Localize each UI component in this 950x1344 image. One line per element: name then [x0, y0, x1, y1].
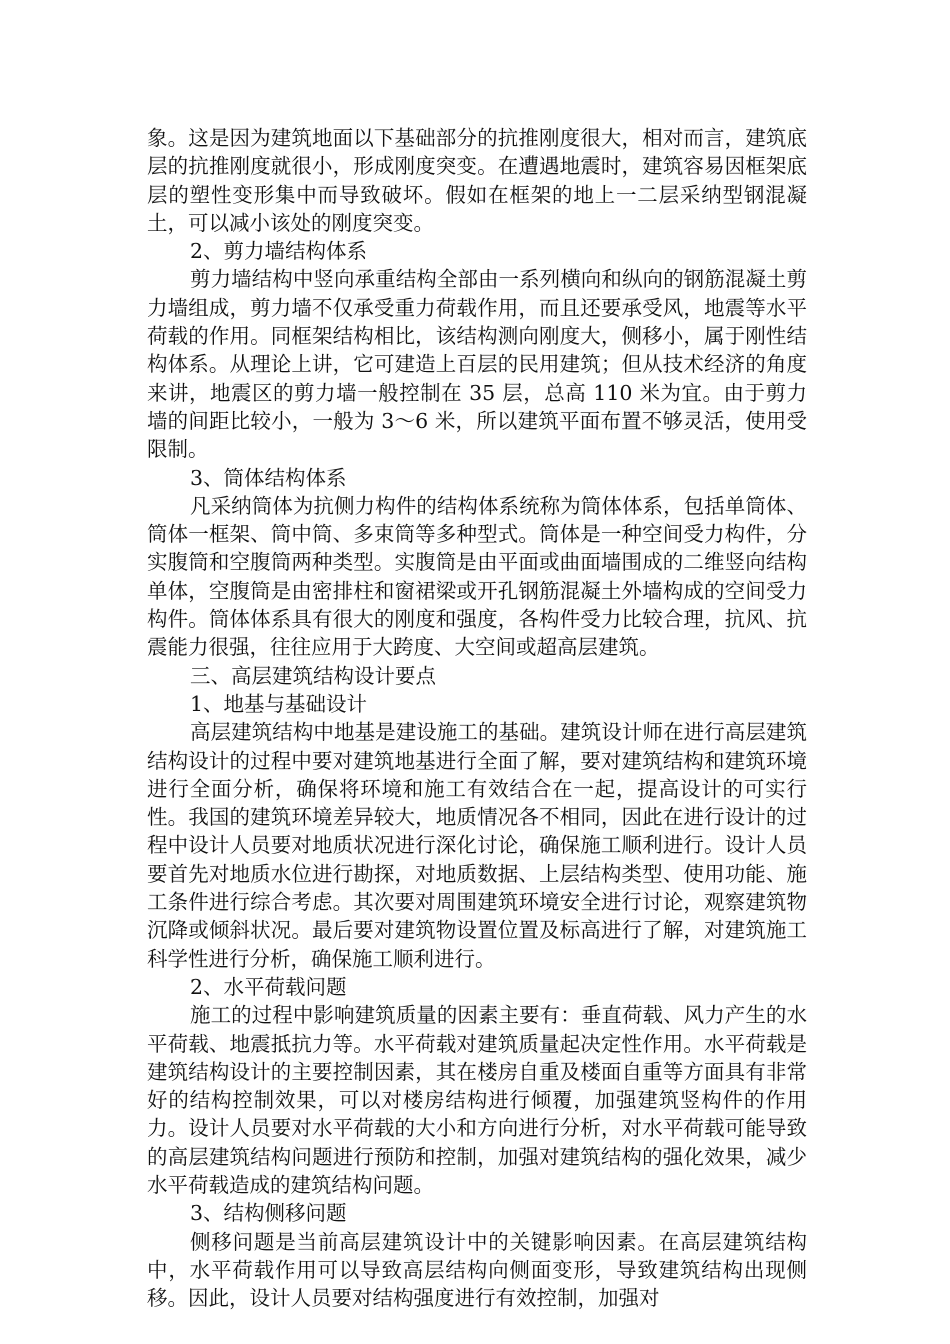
paragraph-lateral-displacement: 侧移问题是当前高层建筑设计中的关键影响因素。在高层建筑结构中，水平荷载作用可以导致高层结构向侧面变形，导致建筑结构出现侧移。因此，设计人员要对结构强度进行有效控制，加强对 — [147, 1229, 807, 1311]
paragraph-foundation: 高层建筑结构中地基是建设施工的基础。建筑设计师在进行高层建筑结构设计的过程中要对建筑地基进行全面了解，要对建筑结构和建筑环境进行全面分析，确保将环境和施工有效结合在一起，提高设计的可实行性。我国的建筑环境差异较大，地质情况各不相同，因此在进行设计的过程中设计人员要对地质状况进行深化讨论，确保施工顺利进行。设计人员要首先对地质水位进行勘探，对地质数据、上层结构类型、使用功能、施工条件进行综合考虑。其次要对周围建筑环境安全进行讨论，观察建筑物沉降或倾斜状况。最后要对建筑物设置位置及标高进行了解，对建筑施工科学性进行分析，确保施工顺利进行。 — [147, 720, 807, 971]
chapter-heading-design-points: 三、高层建筑结构设计要点 — [190, 663, 436, 688]
document-body — [147, 124, 807, 1312]
section-heading-horizontal-load: 2、水平荷载问题 — [190, 974, 347, 999]
paragraph-tube-structure: 凡采纳筒体为抗侧力构件的结构体系统称为筒体体系，包括单筒体、筒体一框架、筒中筒、多束筒等多种型式。筒体是一种空间受力构件，分实腹筒和空腹筒两种类型。实腹筒是由平面或曲面墙围成的二维竖向结构单体，空腹筒是由密排柱和窗裙梁或开孔钢筋混凝土外墙构成的空间受力构件。筒体体系具有很大的刚度和强度，各构件受力比较合理，抗风、抗震能力很强，往往应用于大跨度、大空间或超高层建筑。 — [147, 493, 807, 660]
paragraph-shear-wall: 剪力墙结构中竖向承重结构全部由一系列横向和纵向的钢筋混凝土剪力墙组成，剪力墙不仅承受重力荷载作用，而且还要承受风，地震等水平荷载的作用。同框架结构相比，该结构测向刚度大，侧移小，属于刚性结构体系。从理论上讲，它可建造上百层的民用建筑；但从技术经济的角度来讲，地震区的剪力墙一般控制在 35 层，总高 110 米为宜。由于剪力墙的间距比较小，一般为 3～6 米，所以建筑平面布置不够灵活，使用受限制。 — [147, 267, 807, 462]
paragraph-continuation: 象。这是因为建筑地面以下基础部分的抗推刚度很大，相对而言，建筑底层的抗推刚度就很小，形成刚度突变。在遭遇地震时，建筑容易因框架底层的塑性变形集中而导致破坏。假如在框架的地上一二层采纳型钢混凝土，可以减小该处的刚度突变。 — [147, 126, 807, 235]
section-heading-lateral-displacement: 3、结构侧移问题 — [190, 1201, 347, 1226]
section-heading-foundation: 1、地基与基础设计 — [190, 691, 368, 716]
section-heading-tube-structure: 3、筒体结构体系 — [190, 465, 347, 490]
paragraph-horizontal-load: 施工的过程中影响建筑质量的因素主要有：垂直荷载、风力产生的水平荷载、地震抵抗力等。水平荷载对建筑质量起决定性作用。水平荷载是建筑结构设计的主要控制因素，其在楼房自重及楼面自重等方面具有非常好的结构控制效果，可以对楼房结构进行倾覆，加强建筑竖构件的作用力。设计人员要对水平荷载的大小和方向进行分析，对水平荷载可能导致的高层建筑结构问题进行预防和控制，加强对建筑结构的强化效果，减少水平荷载造成的建筑结构问题。 — [147, 1003, 807, 1197]
section-heading-shear-wall: 2、剪力墙结构体系 — [190, 239, 368, 264]
